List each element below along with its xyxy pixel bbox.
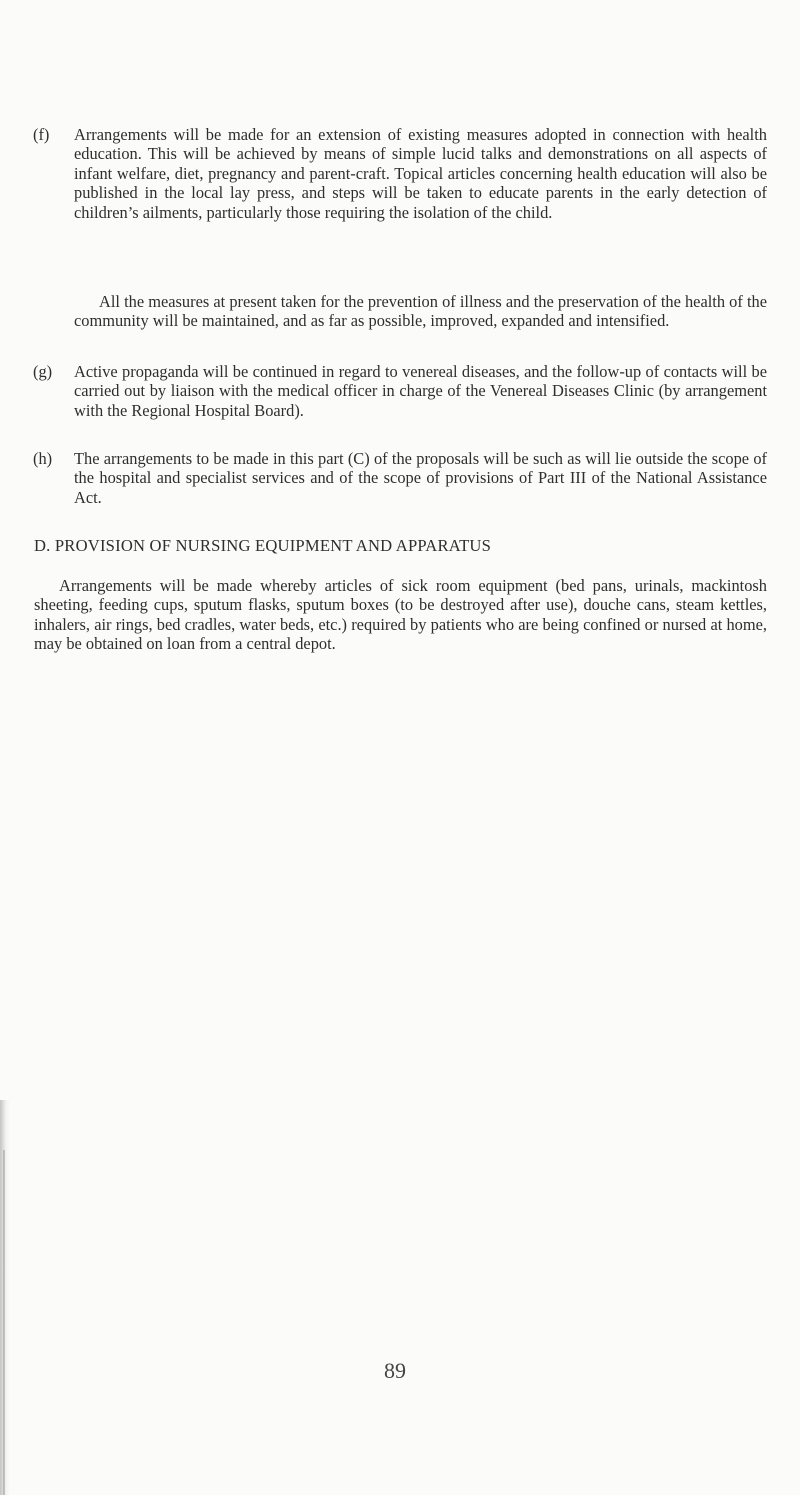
item-g-marker: (g)	[33, 362, 53, 381]
binding-edge-shadow	[0, 1100, 10, 1495]
section-d-heading: D. PROVISION OF NURSING EQUIPMENT AND APPARATUS	[34, 536, 492, 555]
page-number: 89	[384, 1358, 406, 1383]
item-g-paragraph: Active propaganda will be continued in regard to venereal diseases, and the follow-up of contacts will be carried out by liaison with the medical officer in charge of the Venereal Diseases Clinic (by arrangement with the Regional Hospital Board).	[74, 362, 767, 420]
binding-edge-line	[3, 1150, 5, 1495]
item-f-marker: (f)	[33, 125, 50, 144]
item-f-paragraph: Arrangements will be made for an extension of existing measures adopted in connection with health education. This will be achieved by means of simple lucid talks and demonstrations on all aspects of infant welfare, diet, pregnancy and parent-craft. Topical articles concerning health education will also be published in the local lay press, and steps will be taken to educate parents in the early detection of children’s ailments, particularly those requiring the isolation of the child.	[74, 125, 767, 222]
item-h-marker: (h)	[33, 449, 53, 468]
item-f-continuation-paragraph: All the measures at present taken for the prevention of illness and the preservation of the health of the community will be maintained, and as far as possible, improved, expanded and intensified.	[74, 292, 767, 331]
item-h-paragraph: The arrangements to be made in this part (C) of the proposals will be such as will lie outside the scope of the hospital and specialist services and of the scope of provisions of Part III of the National Assistance Act.	[74, 449, 767, 507]
section-d-body: Arrangements will be made whereby articles of sick room equipment (bed pans, urinals, mackintosh sheeting, feeding cups, sputum flasks, sputum boxes (to be destroyed after use), douche cans, steam kettles, inhalers, air rings, bed cradles, water beds, etc.) required by patients who are being confined or nursed at home, may be obtained on loan from a central depot.	[34, 576, 767, 654]
